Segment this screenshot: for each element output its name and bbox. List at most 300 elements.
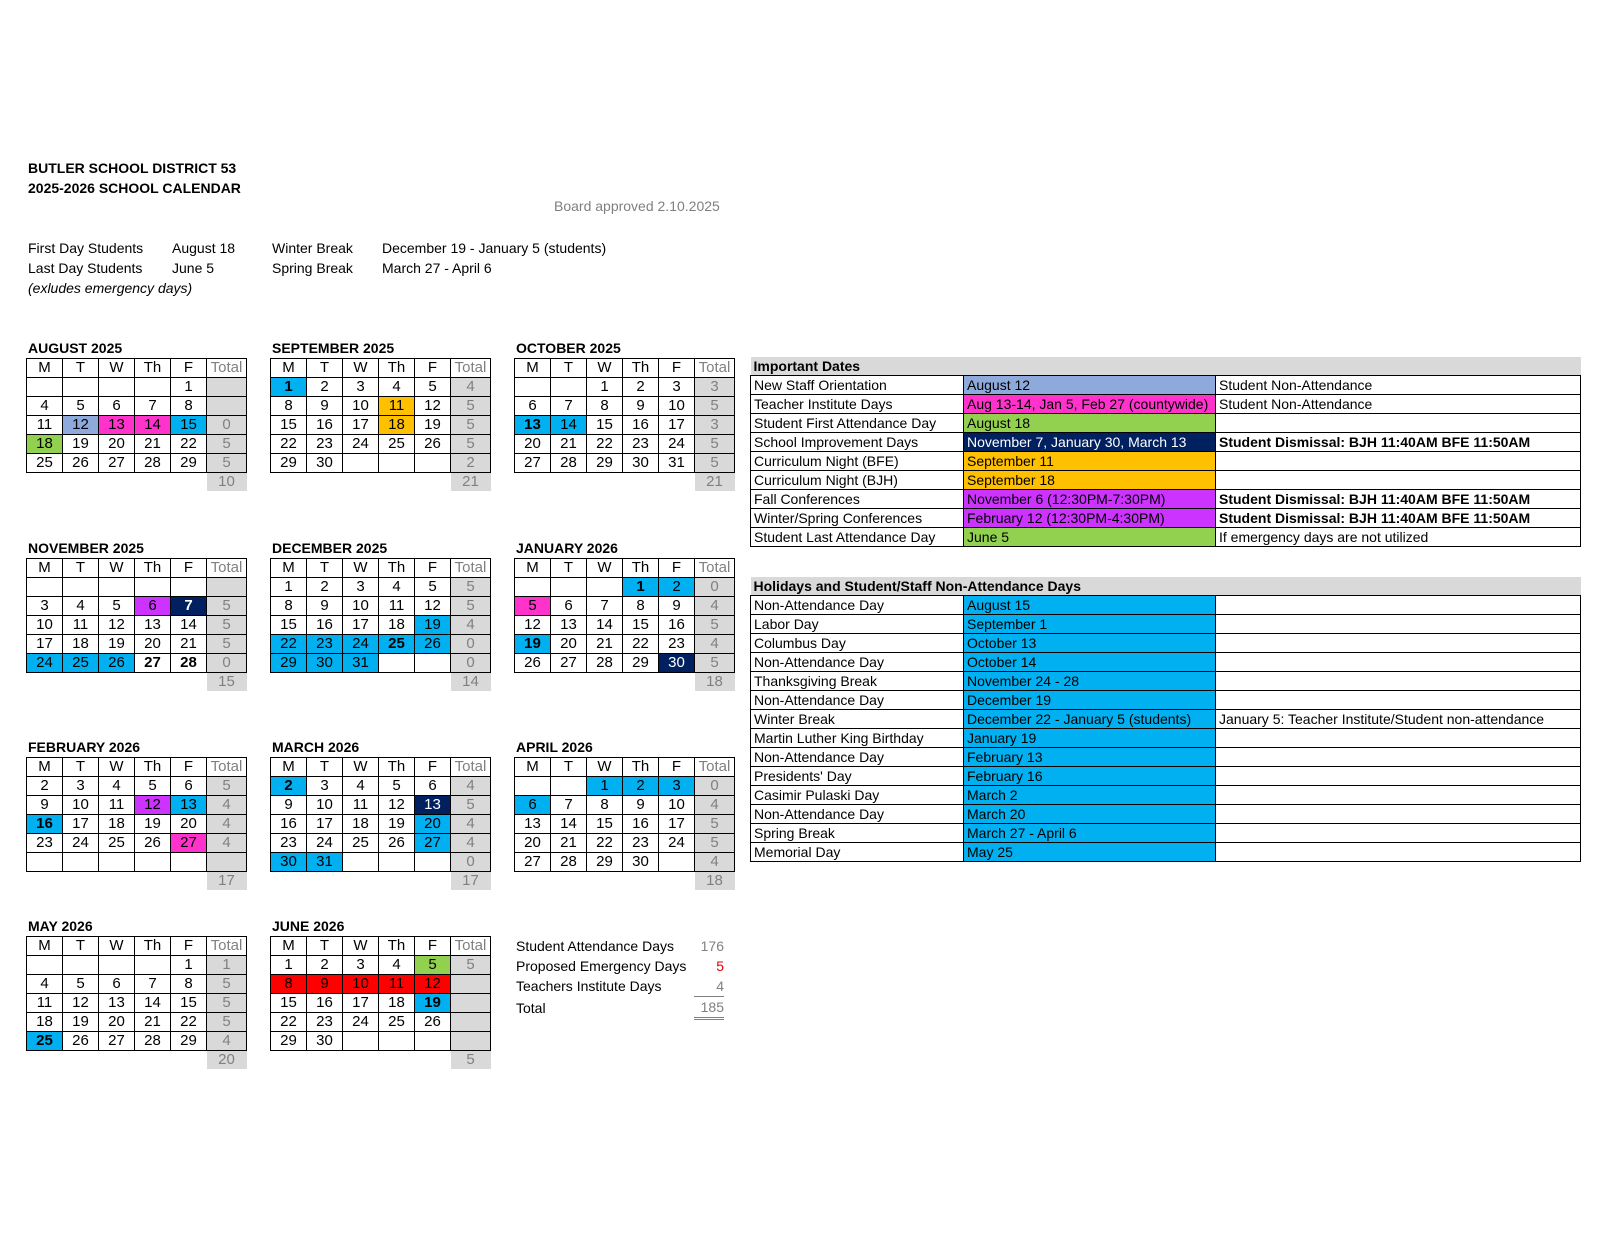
- event-date: Aug 13-14, Jan 5, Feb 27 (countywide): [964, 395, 1216, 414]
- event-name: Curriculum Night (BFE): [751, 452, 964, 471]
- day-cell: 16: [27, 815, 63, 834]
- day-cell: 29: [171, 454, 207, 473]
- day-cell: 29: [171, 1032, 207, 1051]
- day-cell: 28: [551, 853, 587, 872]
- holiday-date: October 13: [964, 634, 1216, 653]
- calendar-august-2025: [26, 358, 247, 491]
- summary-row: [516, 956, 724, 976]
- day-cell: 12: [415, 597, 451, 616]
- month-total: 14: [451, 673, 491, 692]
- day-cell: 25: [343, 834, 379, 853]
- day-cell: 2: [623, 777, 659, 796]
- month-total: 15: [207, 673, 247, 692]
- event-name: Student Last Attendance Day: [751, 528, 964, 547]
- first-day-label: First Day Students: [28, 240, 144, 256]
- weekday-header: W: [343, 559, 379, 578]
- day-cell: 25: [379, 635, 415, 654]
- event-date: November 7, January 30, March 13: [964, 433, 1216, 452]
- day-cell: 10: [343, 597, 379, 616]
- day-cell: 16: [623, 815, 659, 834]
- day-cell: 3: [343, 578, 379, 597]
- summary-value: 5: [716, 958, 724, 974]
- day-cell: 15: [587, 815, 623, 834]
- month-title-december-2025: DECEMBER 2025: [272, 540, 388, 556]
- day-cell: [415, 654, 451, 673]
- day-cell: 9: [307, 597, 343, 616]
- day-cell: 29: [271, 454, 307, 473]
- day-cell: 20: [515, 834, 551, 853]
- holiday-note: [1216, 729, 1581, 748]
- holiday-date: May 25: [964, 843, 1216, 862]
- day-cell: 18: [379, 416, 415, 435]
- day-cell: 17: [63, 815, 99, 834]
- day-cell: [551, 378, 587, 397]
- day-cell: 1: [271, 578, 307, 597]
- day-cell: 18: [379, 994, 415, 1013]
- weekday-header: M: [515, 359, 551, 378]
- week-row: [515, 435, 735, 454]
- day-cell: [515, 777, 551, 796]
- day-cell: 22: [623, 635, 659, 654]
- weekday-header: Th: [623, 359, 659, 378]
- week-total: 4: [207, 1032, 247, 1051]
- week-total: 5: [451, 416, 491, 435]
- day-cell: 27: [99, 454, 135, 473]
- important-date-row: [751, 433, 1581, 452]
- month-total: 18: [695, 673, 735, 692]
- holiday-date: December 22 - January 5 (students): [964, 710, 1216, 729]
- week-total: 5: [695, 397, 735, 416]
- week-total: 4: [695, 796, 735, 815]
- week-row: [27, 435, 247, 454]
- month-total: 17: [451, 872, 491, 891]
- day-cell: 19: [415, 416, 451, 435]
- holiday-note: [1216, 805, 1581, 824]
- day-cell: 18: [99, 815, 135, 834]
- day-cell: 26: [63, 454, 99, 473]
- day-cell: [27, 578, 63, 597]
- holiday-row: [751, 824, 1581, 843]
- day-cell: 13: [515, 416, 551, 435]
- day-cell: 19: [63, 435, 99, 454]
- day-cell: 11: [379, 975, 415, 994]
- day-cell: 9: [307, 397, 343, 416]
- day-cell: [99, 578, 135, 597]
- district-title: BUTLER SCHOOL DISTRICT 53: [28, 160, 237, 176]
- day-cell: 23: [27, 834, 63, 853]
- day-cell: 1: [271, 956, 307, 975]
- week-total: 2: [451, 454, 491, 473]
- day-cell: 5: [515, 597, 551, 616]
- day-cell: 15: [171, 994, 207, 1013]
- weekday-header: Th: [379, 937, 415, 956]
- weekday-header: F: [659, 359, 695, 378]
- day-cell: 5: [379, 777, 415, 796]
- day-cell: 22: [271, 1013, 307, 1032]
- day-cell: 18: [27, 1013, 63, 1032]
- holidays-table: [750, 577, 1581, 862]
- week-total: 5: [695, 454, 735, 473]
- event-name: School Improvement Days: [751, 433, 964, 452]
- day-cell: 25: [63, 654, 99, 673]
- week-total: 4: [451, 815, 491, 834]
- important-date-row: [751, 528, 1581, 547]
- event-note: [1216, 414, 1581, 433]
- day-cell: 18: [379, 616, 415, 635]
- event-note: Student Dismissal: BJH 11:40AM BFE 11:50AM: [1216, 509, 1581, 528]
- day-cell: 14: [171, 616, 207, 635]
- week-row: [27, 635, 247, 654]
- day-cell: [135, 853, 171, 872]
- day-cell: 6: [415, 777, 451, 796]
- event-note: Student Dismissal: BJH 11:40AM BFE 11:50AM: [1216, 490, 1581, 509]
- day-cell: 7: [171, 597, 207, 616]
- day-cell: 14: [551, 815, 587, 834]
- day-cell: 11: [27, 994, 63, 1013]
- day-cell: 15: [587, 416, 623, 435]
- week-total: 5: [695, 616, 735, 635]
- day-cell: 13: [415, 796, 451, 815]
- day-cell: 23: [307, 635, 343, 654]
- day-cell: [63, 853, 99, 872]
- calendar-january-2026: [514, 558, 735, 691]
- holidays-heading: Holidays and Student/Staff Non-Attendance Days: [751, 577, 1581, 596]
- event-name: Teacher Institute Days: [751, 395, 964, 414]
- day-cell: 6: [551, 597, 587, 616]
- weekday-header: W: [343, 937, 379, 956]
- calendar-april-2026: [514, 757, 735, 890]
- week-total: 5: [451, 956, 491, 975]
- holiday-row: [751, 786, 1581, 805]
- holiday-name: Non-Attendance Day: [751, 653, 964, 672]
- day-cell: 20: [171, 815, 207, 834]
- week-row: [271, 777, 491, 796]
- day-cell: 27: [99, 1032, 135, 1051]
- weekday-header: M: [27, 937, 63, 956]
- weekday-header: Total: [207, 937, 247, 956]
- last-day-label: Last Day Students: [28, 260, 143, 276]
- day-cell: 3: [659, 378, 695, 397]
- day-cell: 26: [515, 654, 551, 673]
- holiday-note: [1216, 615, 1581, 634]
- weekday-header: F: [659, 559, 695, 578]
- day-cell: 8: [171, 397, 207, 416]
- day-cell: 7: [587, 597, 623, 616]
- day-cell: [343, 454, 379, 473]
- day-cell: 20: [99, 435, 135, 454]
- week-row: [271, 435, 491, 454]
- week-total: [451, 1032, 491, 1051]
- week-row: [27, 416, 247, 435]
- day-cell: 20: [99, 1013, 135, 1032]
- holiday-note: [1216, 672, 1581, 691]
- day-cell: 2: [307, 578, 343, 597]
- day-cell: 4: [63, 597, 99, 616]
- weekday-header: T: [551, 359, 587, 378]
- day-cell: 5: [415, 378, 451, 397]
- week-row: [515, 378, 735, 397]
- day-cell: 26: [415, 435, 451, 454]
- month-total: 17: [207, 872, 247, 891]
- day-cell: [659, 853, 695, 872]
- calendar-june-2026: [270, 936, 491, 1069]
- week-total: 5: [207, 777, 247, 796]
- summary-value: 176: [700, 938, 724, 954]
- weekday-header: F: [171, 937, 207, 956]
- day-cell: 6: [135, 597, 171, 616]
- week-row: [27, 777, 247, 796]
- day-cell: 27: [551, 654, 587, 673]
- day-cell: 11: [379, 597, 415, 616]
- week-total: 5: [695, 435, 735, 454]
- week-row: [515, 815, 735, 834]
- calendar-title: 2025-2026 SCHOOL CALENDAR: [28, 180, 241, 196]
- day-cell: 8: [271, 597, 307, 616]
- important-dates-table: [750, 357, 1581, 547]
- day-cell: 30: [623, 853, 659, 872]
- day-cell: [27, 378, 63, 397]
- day-cell: 20: [135, 635, 171, 654]
- week-row: [515, 454, 735, 473]
- day-cell: 9: [307, 975, 343, 994]
- day-cell: 24: [659, 435, 695, 454]
- summary-label: Teachers Institute Days: [516, 978, 662, 995]
- spring-break-label: Spring Break: [272, 260, 353, 276]
- day-cell: 14: [587, 616, 623, 635]
- day-cell: 9: [659, 597, 695, 616]
- month-title-march-2026: MARCH 2026: [272, 739, 360, 755]
- day-cell: 12: [63, 994, 99, 1013]
- weekday-header: W: [99, 359, 135, 378]
- summary-row: [516, 997, 724, 1019]
- week-row: [27, 597, 247, 616]
- day-cell: 25: [379, 1013, 415, 1032]
- day-cell: 17: [27, 635, 63, 654]
- day-cell: 12: [99, 616, 135, 635]
- week-row: [27, 853, 247, 872]
- first-day-value: August 18: [172, 240, 236, 256]
- week-total: [451, 975, 491, 994]
- holiday-date: October 14: [964, 653, 1216, 672]
- day-cell: 12: [379, 796, 415, 815]
- month-title-august-2025: AUGUST 2025: [28, 340, 123, 356]
- week-row: [515, 853, 735, 872]
- weekday-header: W: [99, 758, 135, 777]
- event-date: August 18: [964, 414, 1216, 433]
- day-cell: 23: [623, 435, 659, 454]
- calendar-november-2025: [26, 558, 247, 691]
- event-note: Student Non-Attendance: [1216, 395, 1581, 414]
- day-cell: 21: [135, 435, 171, 454]
- weekday-header: T: [63, 559, 99, 578]
- holiday-row: [751, 805, 1581, 824]
- day-cell: 24: [343, 1013, 379, 1032]
- day-cell: 2: [271, 777, 307, 796]
- day-cell: 5: [415, 578, 451, 597]
- calendar-march-2026: [270, 757, 491, 890]
- week-row: [515, 654, 735, 673]
- weekday-header: Th: [379, 359, 415, 378]
- calendar-may-2026: [26, 936, 247, 1069]
- day-cell: 13: [551, 616, 587, 635]
- week-total: 5: [207, 616, 247, 635]
- day-cell: 16: [307, 416, 343, 435]
- week-total: 5: [451, 578, 491, 597]
- weekday-header: F: [171, 758, 207, 777]
- week-total: 4: [207, 834, 247, 853]
- day-cell: 10: [307, 796, 343, 815]
- holiday-name: Non-Attendance Day: [751, 748, 964, 767]
- day-cell: 1: [587, 378, 623, 397]
- weekday-header: T: [63, 937, 99, 956]
- day-cell: 27: [135, 654, 171, 673]
- weekday-header: W: [343, 359, 379, 378]
- day-cell: 23: [307, 1013, 343, 1032]
- day-cell: 16: [659, 616, 695, 635]
- day-cell: 28: [551, 454, 587, 473]
- day-cell: 5: [415, 956, 451, 975]
- day-cell: 25: [379, 435, 415, 454]
- week-total: [207, 378, 247, 397]
- month-total: 10: [207, 473, 247, 492]
- day-cell: 7: [135, 975, 171, 994]
- week-total: 4: [451, 616, 491, 635]
- week-total: 5: [207, 597, 247, 616]
- day-cell: [379, 654, 415, 673]
- day-cell: 3: [343, 378, 379, 397]
- day-cell: 21: [551, 834, 587, 853]
- week-row: [271, 796, 491, 815]
- week-row: [27, 616, 247, 635]
- day-cell: 4: [27, 397, 63, 416]
- spring-break-value: March 27 - April 6: [382, 260, 492, 276]
- weekday-header: M: [271, 758, 307, 777]
- day-cell: 4: [343, 777, 379, 796]
- day-cell: 19: [63, 1013, 99, 1032]
- holiday-date: March 20: [964, 805, 1216, 824]
- week-total: 0: [695, 578, 735, 597]
- holiday-note: January 5: Teacher Institute/Student non-attendance: [1216, 710, 1581, 729]
- winter-break-value: December 19 - January 5 (students): [382, 240, 607, 256]
- day-cell: 28: [135, 454, 171, 473]
- week-row: [271, 834, 491, 853]
- event-name: New Staff Orientation: [751, 376, 964, 395]
- weekday-header: F: [415, 937, 451, 956]
- day-cell: 26: [63, 1032, 99, 1051]
- day-cell: 23: [659, 635, 695, 654]
- event-name: Winter/Spring Conferences: [751, 509, 964, 528]
- week-total: [451, 994, 491, 1013]
- holiday-date: August 15: [964, 596, 1216, 615]
- month-total: 18: [695, 872, 735, 891]
- day-cell: 22: [587, 435, 623, 454]
- weekday-header: Th: [135, 359, 171, 378]
- day-cell: 5: [63, 975, 99, 994]
- day-cell: 26: [379, 834, 415, 853]
- day-cell: 29: [271, 654, 307, 673]
- weekday-header: F: [415, 758, 451, 777]
- week-total: 5: [695, 654, 735, 673]
- day-cell: 29: [587, 454, 623, 473]
- day-cell: 17: [659, 416, 695, 435]
- important-date-row: [751, 509, 1581, 528]
- day-cell: 20: [515, 435, 551, 454]
- week-total: 4: [207, 815, 247, 834]
- week-total: 5: [207, 435, 247, 454]
- summary-row: [516, 936, 724, 956]
- month-total: 20: [207, 1051, 247, 1070]
- day-cell: 5: [99, 597, 135, 616]
- day-cell: 19: [379, 815, 415, 834]
- day-cell: 26: [135, 834, 171, 853]
- week-total: 0: [451, 853, 491, 872]
- day-cell: 4: [99, 777, 135, 796]
- day-cell: 22: [271, 435, 307, 454]
- week-total: 3: [695, 416, 735, 435]
- holiday-name: Martin Luther King Birthday: [751, 729, 964, 748]
- holiday-row: [751, 767, 1581, 786]
- week-total: 4: [451, 378, 491, 397]
- weekday-header: Total: [451, 937, 491, 956]
- day-cell: 23: [623, 834, 659, 853]
- day-cell: 15: [271, 416, 307, 435]
- day-cell: 29: [623, 654, 659, 673]
- weekday-header: F: [659, 758, 695, 777]
- day-cell: 24: [27, 654, 63, 673]
- day-cell: 11: [343, 796, 379, 815]
- day-cell: 1: [271, 378, 307, 397]
- week-total: 0: [451, 635, 491, 654]
- event-note: Student Non-Attendance: [1216, 376, 1581, 395]
- weekday-header: Th: [135, 937, 171, 956]
- week-row: [271, 1032, 491, 1051]
- week-total: 0: [207, 654, 247, 673]
- holiday-date: February 16: [964, 767, 1216, 786]
- day-cell: [379, 1032, 415, 1051]
- day-cell: [135, 578, 171, 597]
- day-cell: 13: [515, 815, 551, 834]
- day-cell: 14: [135, 416, 171, 435]
- day-cell: 22: [171, 1013, 207, 1032]
- event-note: [1216, 452, 1581, 471]
- week-row: [271, 597, 491, 616]
- day-cell: 23: [307, 435, 343, 454]
- weekday-header: Total: [451, 359, 491, 378]
- day-cell: 13: [171, 796, 207, 815]
- week-total: 4: [695, 635, 735, 654]
- day-cell: 12: [135, 796, 171, 815]
- week-row: [271, 454, 491, 473]
- day-cell: 9: [27, 796, 63, 815]
- holiday-name: Non-Attendance Day: [751, 805, 964, 824]
- emergency-note: (exludes emergency days): [28, 280, 193, 296]
- holiday-note: [1216, 767, 1581, 786]
- day-cell: 17: [659, 815, 695, 834]
- day-cell: [587, 578, 623, 597]
- week-row: [27, 454, 247, 473]
- week-total: 5: [451, 397, 491, 416]
- holiday-name: Presidents' Day: [751, 767, 964, 786]
- event-date: November 6 (12:30PM-7:30PM): [964, 490, 1216, 509]
- holiday-row: [751, 653, 1581, 672]
- week-total: [451, 1013, 491, 1032]
- holiday-name: Non-Attendance Day: [751, 691, 964, 710]
- summary-label: Student Attendance Days: [516, 938, 674, 954]
- week-row: [271, 994, 491, 1013]
- event-name: Fall Conferences: [751, 490, 964, 509]
- day-cell: 1: [623, 578, 659, 597]
- week-total: 5: [207, 1013, 247, 1032]
